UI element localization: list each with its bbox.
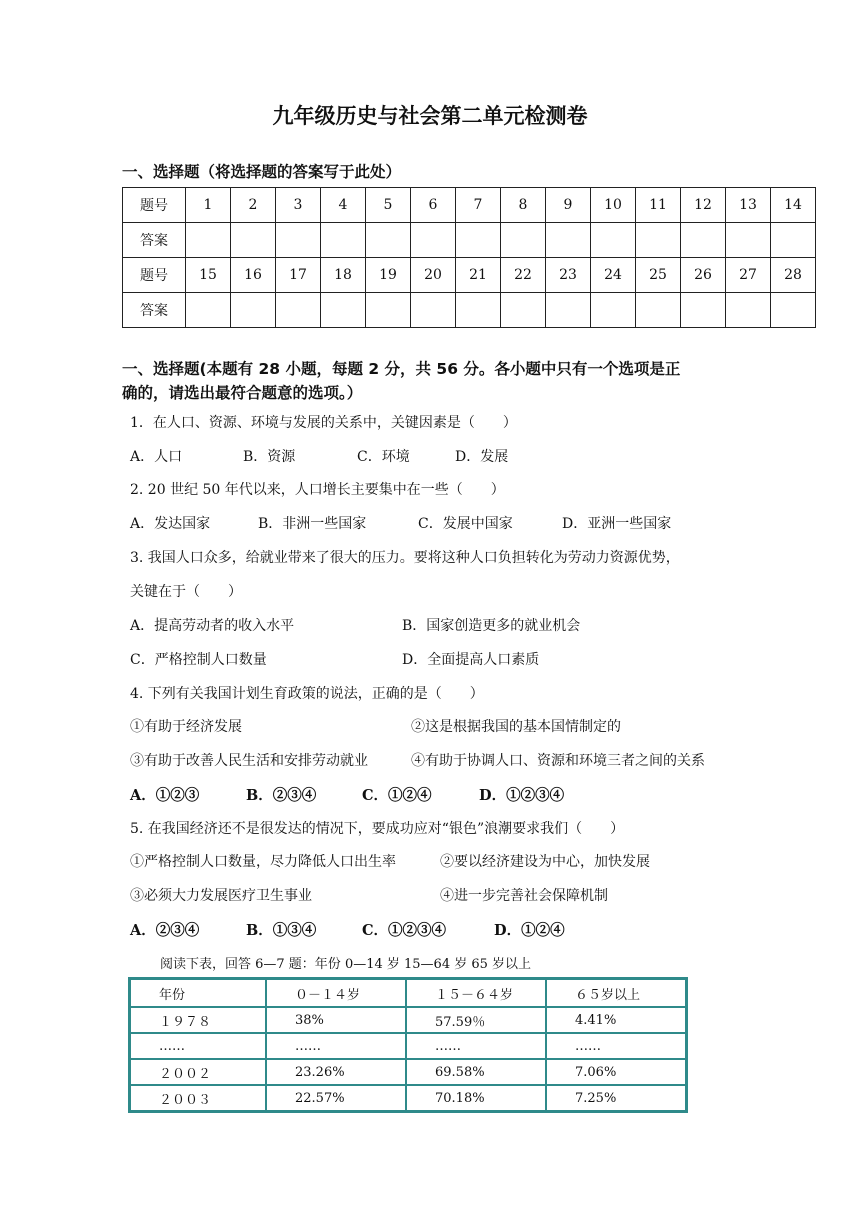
- table-row: [130, 979, 686, 1007]
- section-intro-line1: 一、选择题(本题有 28 小题，每题 2 分，共 56 分。各小题中只有一个选项是正: [122, 360, 681, 378]
- q4-option-d: D．①②③④: [479, 787, 565, 804]
- q3-option-d: D．全面提高人口素质: [402, 652, 540, 668]
- q5-statement-1: ①严格控制人口数量，尽力降低人口出生率: [130, 854, 396, 870]
- reading-instruction: 阅读下表，回答 6—7 题：年份 0—14 岁 15—64 岁 65 岁以上: [160, 957, 532, 972]
- q5-statement-4: ④进一步完善社会保障机制: [440, 888, 608, 904]
- question-number-cell: 18: [321, 258, 366, 293]
- answer-cell[interactable]: [276, 293, 321, 328]
- header-year: 年份: [130, 979, 266, 1007]
- q1-option-d: D．发展: [455, 449, 509, 465]
- cell: ……: [266, 1033, 406, 1059]
- table-row: [130, 1033, 686, 1059]
- question-number-cell: 12: [681, 188, 726, 223]
- cell: 70.18%: [406, 1085, 546, 1111]
- q2-option-a: A．发达国家: [130, 516, 211, 532]
- question-1-stem: 1．在人口、资源、环境与发展的关系中，关键因素是（ ）: [130, 415, 517, 431]
- cell: 22.57%: [266, 1085, 406, 1111]
- question-number-cell: 9: [546, 188, 591, 223]
- cell: ……: [546, 1033, 686, 1059]
- q4-statement-1: ①有助于经济发展: [130, 719, 242, 735]
- cell: 7.06%: [546, 1059, 686, 1085]
- table-row: [130, 1085, 686, 1111]
- answer-cell[interactable]: [186, 223, 231, 258]
- cell: １９７８: [130, 1007, 266, 1033]
- answer-cell[interactable]: [366, 223, 411, 258]
- question-number-cell: 26: [681, 258, 726, 293]
- table-row: [123, 223, 816, 258]
- answer-cell[interactable]: [501, 293, 546, 328]
- question-number-cell: 22: [501, 258, 546, 293]
- answer-cell[interactable]: [456, 223, 501, 258]
- question-number-cell: 24: [591, 258, 636, 293]
- q4-option-b: B．②③④: [246, 787, 317, 804]
- question-number-cell: 27: [726, 258, 771, 293]
- age-structure-table: [128, 977, 688, 1113]
- cell: 23.26%: [266, 1059, 406, 1085]
- question-3-stem-line1: 3. 我国人口众多，给就业带来了很大的压力。要将这种人口负担转化为劳动力资源优势，: [130, 550, 680, 566]
- answer-cell[interactable]: [321, 223, 366, 258]
- answer-cell[interactable]: [546, 293, 591, 328]
- answer-cell[interactable]: [726, 223, 771, 258]
- q1-option-c: C．环境: [357, 449, 410, 465]
- table-row: [130, 1007, 686, 1033]
- answer-cell[interactable]: [771, 223, 816, 258]
- q3-option-c: C．严格控制人口数量: [130, 652, 267, 668]
- question-number-label: 题号: [123, 188, 186, 223]
- question-2-stem: 2. 20 世纪 50 年代以来，人口增长主要集中在一些（ ）: [130, 482, 505, 498]
- question-number-cell: 25: [636, 258, 681, 293]
- cell: ……: [406, 1033, 546, 1059]
- answer-cell[interactable]: [456, 293, 501, 328]
- q5-option-b: B．①③④: [246, 922, 317, 939]
- q5-option-c: C．①②③④: [362, 922, 447, 939]
- answer-cell[interactable]: [546, 223, 591, 258]
- cell: ２００２: [130, 1059, 266, 1085]
- answer-cell[interactable]: [636, 293, 681, 328]
- q5-statement-3: ③必须大力发展医疗卫生事业: [130, 888, 312, 904]
- question-number-cell: 23: [546, 258, 591, 293]
- question-number-cell: 3: [276, 188, 321, 223]
- cell: ２００３: [130, 1085, 266, 1111]
- question-5-stem: 5. 在我国经济还不是很发达的情况下，要成功应对“银色”浪潮要求我们（ ）: [130, 821, 625, 837]
- answer-cell[interactable]: [636, 223, 681, 258]
- answer-cell[interactable]: [231, 293, 276, 328]
- cell: 7.25%: [546, 1085, 686, 1111]
- answer-cell[interactable]: [186, 293, 231, 328]
- question-number-cell: 15: [186, 258, 231, 293]
- q2-option-b: B．非洲一些国家: [258, 516, 367, 532]
- answer-cell[interactable]: [501, 223, 546, 258]
- cell: 69.58%: [406, 1059, 546, 1085]
- section-intro-line2: 确的，请选出最符合题意的选项。）: [122, 384, 363, 402]
- header-age-0-14: ０－１４岁: [266, 979, 406, 1007]
- answer-sheet-table: [122, 187, 816, 328]
- question-number-cell: 21: [456, 258, 501, 293]
- question-number-cell: 13: [726, 188, 771, 223]
- question-3-stem-line2: 关键在于（ ）: [130, 584, 242, 600]
- answer-label: 答案: [123, 293, 186, 328]
- answer-section-heading: 一、选择题（将选择题的答案写于此处）: [122, 163, 402, 181]
- q4-option-a: A．①②③: [130, 787, 200, 804]
- answer-cell[interactable]: [321, 293, 366, 328]
- answer-cell[interactable]: [276, 223, 321, 258]
- question-number-cell: 17: [276, 258, 321, 293]
- header-age-65-plus: ６５岁以上: [546, 979, 686, 1007]
- table-row: [123, 293, 816, 328]
- q1-option-b: B．资源: [243, 449, 296, 465]
- answer-cell[interactable]: [591, 293, 636, 328]
- answer-cell[interactable]: [591, 223, 636, 258]
- question-number-cell: 19: [366, 258, 411, 293]
- cell: ……: [130, 1033, 266, 1059]
- q3-option-b: B．国家创造更多的就业机会: [402, 618, 581, 634]
- page-title: 九年级历史与社会第二单元检测卷: [272, 104, 588, 128]
- q4-statement-2: ②这是根据我国的基本国情制定的: [411, 719, 621, 735]
- q4-statement-4: ④有助于协调人口、资源和环境三者之间的关系: [411, 753, 705, 769]
- q1-option-a: A．人口: [130, 449, 183, 465]
- q5-option-d: D．①②④: [494, 922, 565, 939]
- answer-label: 答案: [123, 223, 186, 258]
- answer-cell[interactable]: [681, 293, 726, 328]
- answer-cell[interactable]: [771, 293, 816, 328]
- q4-statement-3: ③有助于改善人民生活和安排劳动就业: [130, 753, 368, 769]
- q5-statement-2: ②要以经济建设为中心，加快发展: [440, 854, 650, 870]
- table-row: [123, 258, 816, 293]
- question-number-cell: 20: [411, 258, 456, 293]
- question-number-cell: 14: [771, 188, 816, 223]
- question-number-cell: 8: [501, 188, 546, 223]
- q2-option-d: D．亚洲一些国家: [562, 516, 672, 532]
- q4-option-c: C．①②④: [362, 787, 432, 804]
- answer-cell[interactable]: [726, 293, 771, 328]
- question-number-cell: 5: [366, 188, 411, 223]
- cell: 4.41%: [546, 1007, 686, 1033]
- q5-option-a: A．②③④: [130, 922, 200, 939]
- cell: 57.59％: [406, 1007, 546, 1033]
- answer-cell[interactable]: [411, 293, 456, 328]
- header-age-15-64: １５－６４岁: [406, 979, 546, 1007]
- question-number-cell: 6: [411, 188, 456, 223]
- question-number-label: 题号: [123, 258, 186, 293]
- question-number-cell: 7: [456, 188, 501, 223]
- question-number-cell: 10: [591, 188, 636, 223]
- question-number-cell: 11: [636, 188, 681, 223]
- cell: 38%: [266, 1007, 406, 1033]
- q2-option-c: C．发展中国家: [418, 516, 513, 532]
- question-number-cell: 28: [771, 258, 816, 293]
- answer-cell[interactable]: [231, 223, 276, 258]
- table-row: [130, 1059, 686, 1085]
- question-number-cell: 16: [231, 258, 276, 293]
- question-number-cell: 4: [321, 188, 366, 223]
- question-4-stem: 4. 下列有关我国计划生育政策的说法，正确的是（ ）: [130, 686, 484, 702]
- answer-cell[interactable]: [366, 293, 411, 328]
- q3-option-a: A．提高劳动者的收入水平: [130, 618, 295, 634]
- answer-cell[interactable]: [411, 223, 456, 258]
- question-number-cell: 1: [186, 188, 231, 223]
- question-number-cell: 2: [231, 188, 276, 223]
- answer-cell[interactable]: [681, 223, 726, 258]
- table-row: [123, 188, 816, 223]
